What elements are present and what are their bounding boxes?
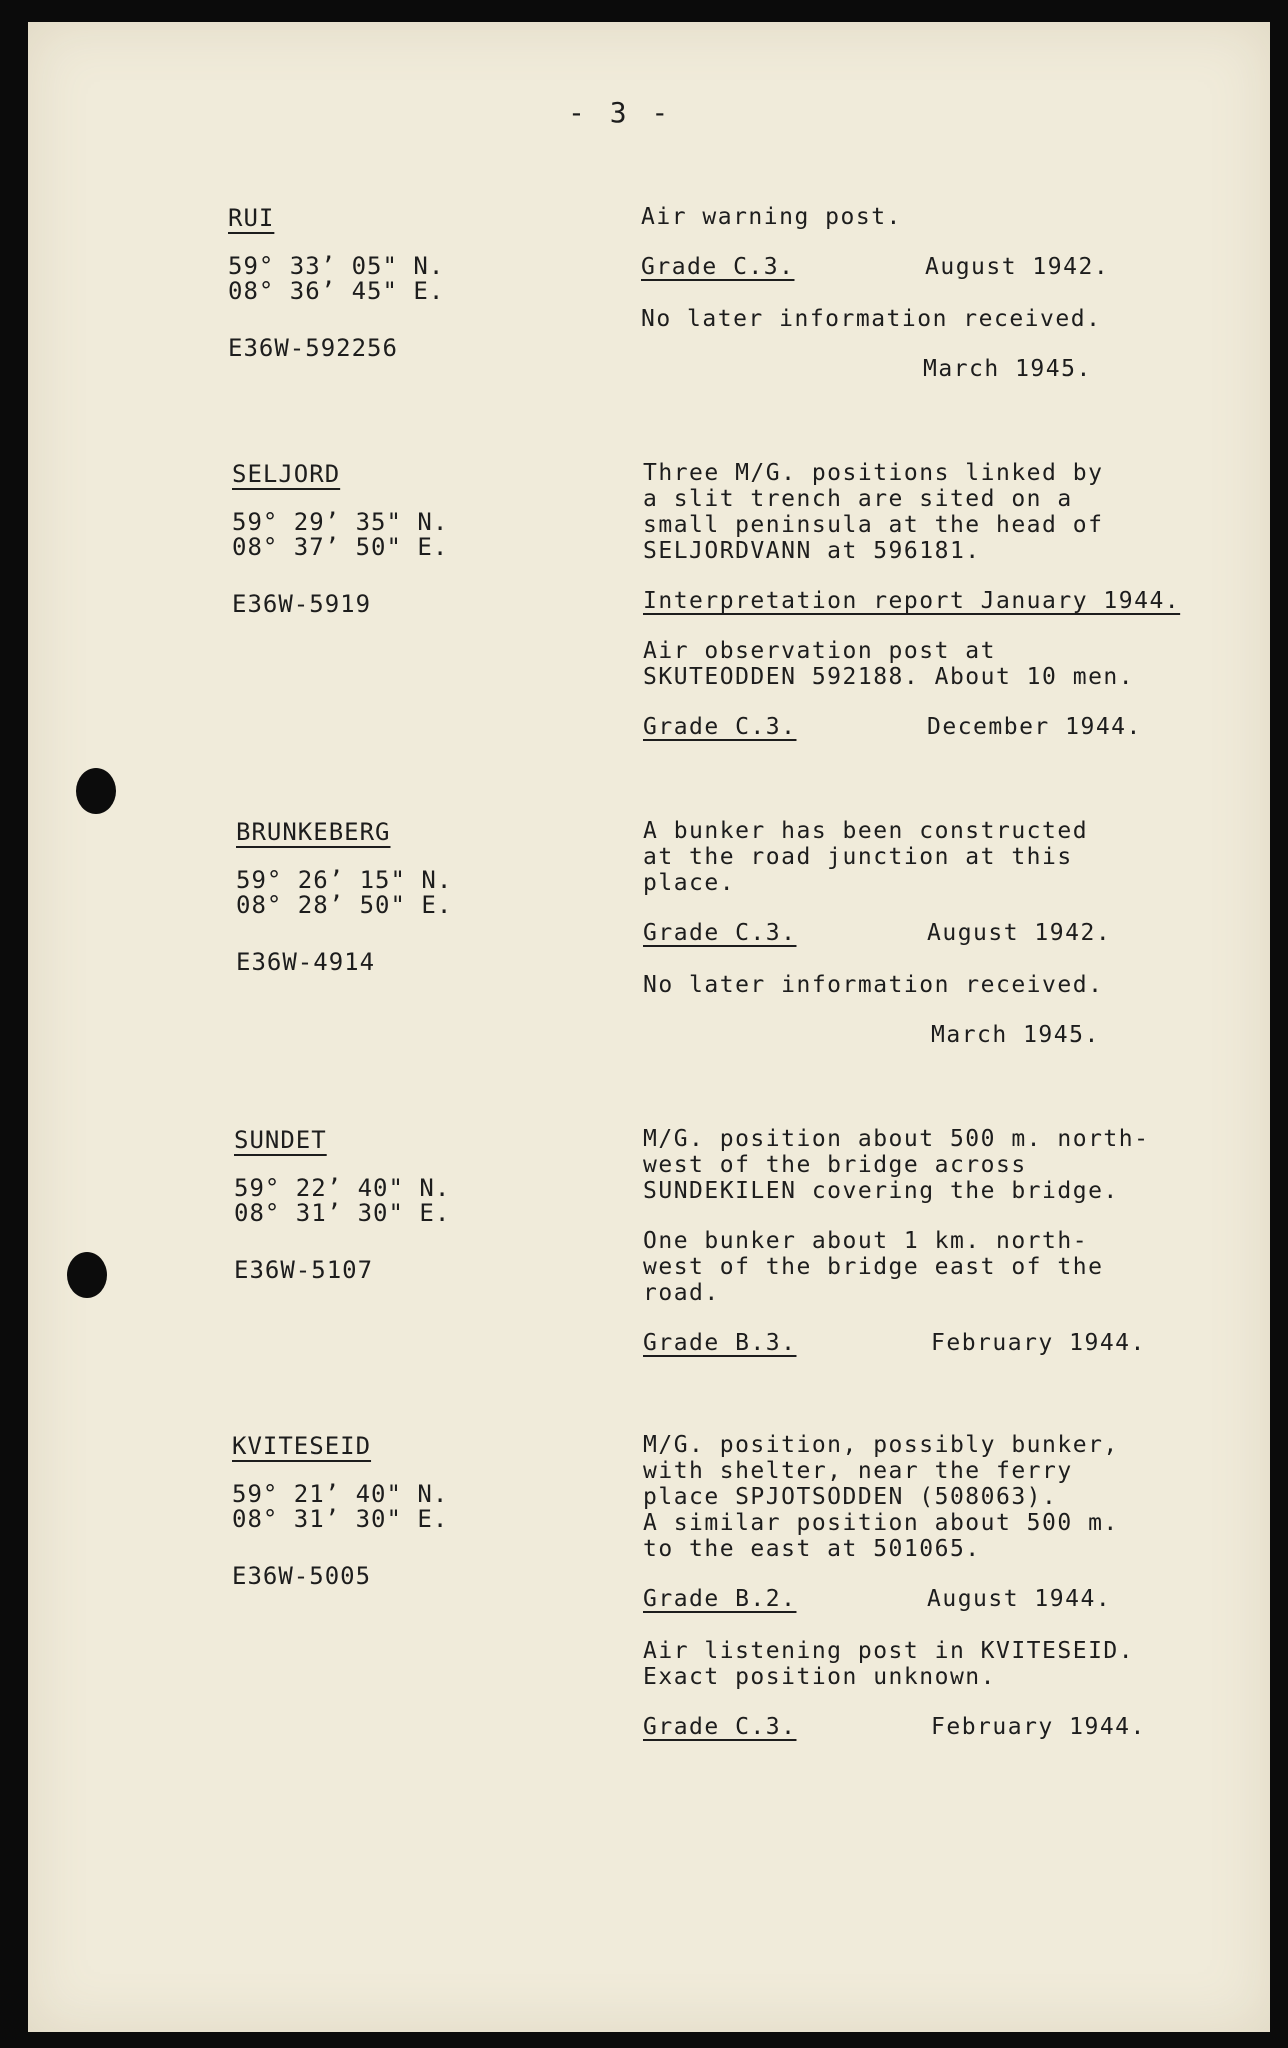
place-name: SELJORD [232,460,341,488]
remark: Air listening post in KVITESEID. Exact position unknown. [643,1638,1135,1690]
grid-reference: E36W-5005 [232,1562,372,1590]
remark: No later information received. [641,306,1102,332]
grade-row [643,714,1203,742]
remark: Air observation post at SKUTEODDEN 592188. About 10 men. [643,638,1135,690]
grade-label: Grade C.3. [643,1714,797,1740]
grade-label: Grade C.3. [643,920,797,946]
grade-date: February 1944. [931,1330,1146,1356]
grade-row [643,1330,1203,1358]
grade-date: August 1942. [925,254,1110,280]
remark: A bunker has been constructed at the road junction at this place. [643,818,1089,896]
longitude: 08° 37’ 50" E. [232,533,449,561]
grade-date: August 1942. [927,920,1112,946]
latitude: 59° 33’ 05" N. [228,252,445,280]
grade-date: February 1944. [931,1714,1146,1740]
latitude: 59° 22’ 40" N. [234,1174,451,1202]
date: March 1945. [931,1022,1100,1048]
grade-row [641,254,1201,282]
remark: M/G. position about 500 m. north- west of the bridge across SUNDEKILEN covering the bridge. [643,1126,1150,1204]
longitude: 08° 28’ 50" E. [236,891,453,919]
remark: Air warning post. [641,204,902,230]
date: March 1945. [923,356,1092,382]
remark: M/G. position, possibly bunker, with shelter, near the ferry place SPJOTSODDEN (508063). A similar position about 500 m. to the east at 501065. [643,1432,1119,1562]
longitude: 08° 31’ 30" E. [232,1505,449,1533]
interpretation-report: Interpretation report January 1944. [643,588,1181,614]
remark: Three M/G. positions linked by a slit trench are sited on a small peninsula at the head of SELJORDVANN at 596181. [643,460,1104,564]
longitude: 08° 31’ 30" E. [234,1199,451,1227]
grid-reference: E36W-5107 [234,1256,374,1284]
grade-label: Grade B.2. [643,1586,797,1612]
grade-date: December 1944. [927,714,1142,740]
page-number: - 3 - [568,96,673,129]
punch-hole-bottom [67,1252,107,1298]
punch-hole-top [76,768,116,814]
grade-row [643,1714,1203,1742]
grade-date: August 1944. [927,1586,1112,1612]
longitude: 08° 36’ 45" E. [228,277,445,305]
grade-row [643,920,1203,948]
grid-reference: E36W-5919 [232,590,372,618]
place-name: SUNDET [234,1126,327,1154]
place-name: KVITESEID [232,1432,372,1460]
latitude: 59° 21’ 40" N. [232,1480,449,1508]
grid-reference: E36W-592256 [228,334,398,362]
grade-label: Grade C.3. [643,714,797,740]
remark: No later information received. [643,972,1104,998]
place-name: RUI [228,204,275,232]
latitude: 59° 26’ 15" N. [236,866,453,894]
grade-label: Grade B.3. [643,1330,797,1356]
remark: One bunker about 1 km. north- west of the bridge east of the road. [643,1228,1104,1306]
grade-row [643,1586,1203,1614]
grid-reference: E36W-4914 [236,948,376,976]
place-name: BRUNKEBERG [236,818,391,846]
latitude: 59° 29’ 35" N. [232,508,449,536]
grade-label: Grade C.3. [641,254,795,280]
